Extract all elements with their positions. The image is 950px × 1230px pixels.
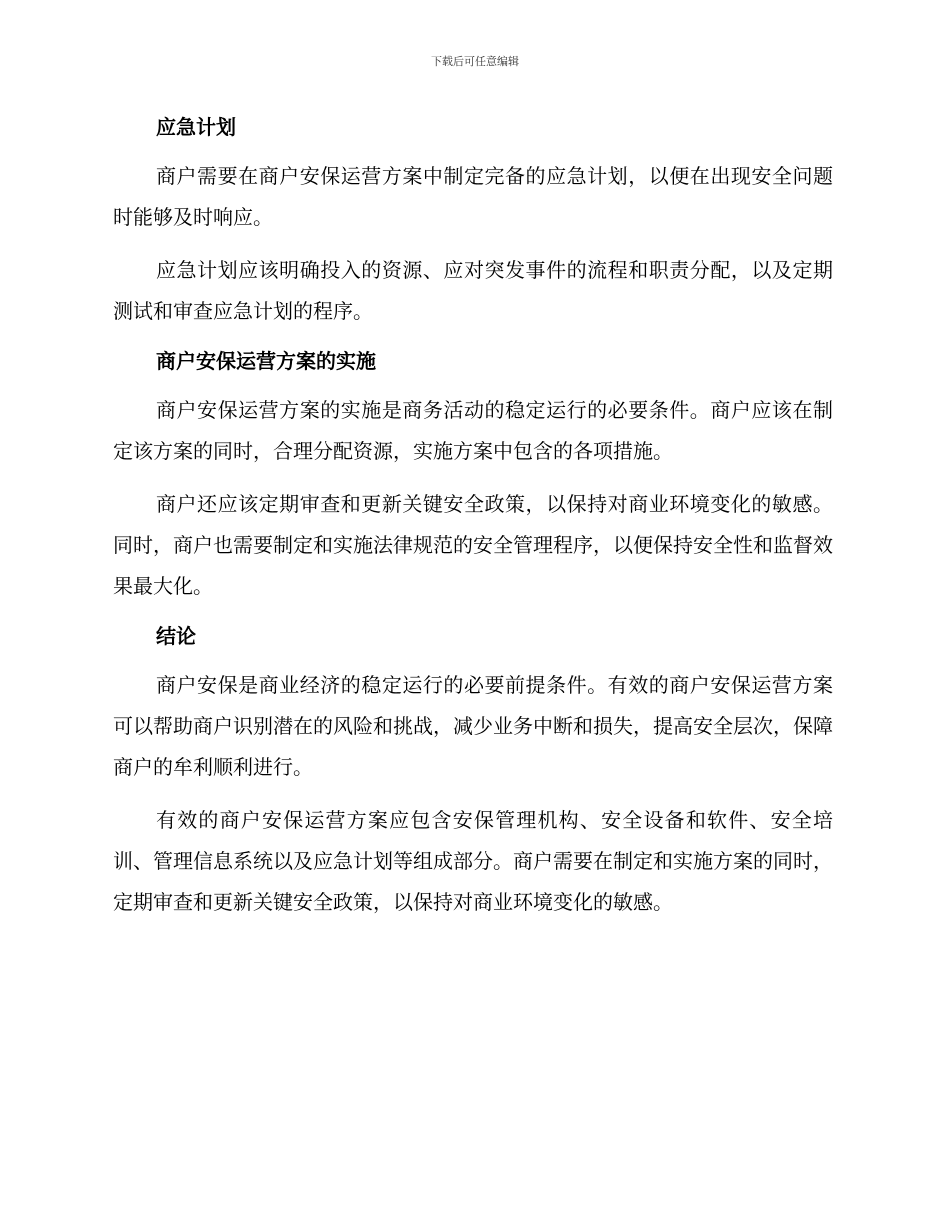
section-heading-implementation: 商户安保运营方案的实施 bbox=[156, 349, 376, 373]
paragraph: 有效的商户安保运营方案应包含安保管理机构、安全设备和软件、安全培训、管理信息系统以及应急计划等组成部分。商户需要在制定和实施方案的同时，定期审查和更新关键安全政策，以保持对商业环境变化的敏感。 bbox=[113, 808, 833, 914]
page-header: 下载后可任意编辑 bbox=[431, 55, 519, 68]
paragraph: 商户安保是商业经济的稳定运行的必要前提条件。有效的商户安保运营方案可以帮助商户识别潜在的风险和挑战，减少业务中断和损失，提高安全层次，保障商户的牟利顺利进行。 bbox=[113, 673, 833, 779]
section-heading-conclusion: 结论 bbox=[156, 624, 196, 648]
paragraph: 应急计划应该明确投入的资源、应对突发事件的流程和职责分配，以及定期测试和审查应急计划的程序。 bbox=[113, 258, 833, 323]
document-body bbox=[113, 110, 833, 935]
section-heading-emergency-plan: 应急计划 bbox=[156, 115, 236, 139]
paragraph: 商户还应该定期审查和更新关键安全政策，以保持对商业环境变化的敏感。同时，商户也需要制定和实施法律规范的安全管理程序，以便保持安全性和监督效果最大化。 bbox=[113, 492, 833, 598]
paragraph: 商户安保运营方案的实施是商务活动的稳定运行的必要条件。商户应该在制定该方案的同时，合理分配资源，实施方案中包含的各项措施。 bbox=[113, 398, 833, 463]
paragraph: 商户需要在商户安保运营方案中制定完备的应急计划，以便在出现安全问题时能够及时响应。 bbox=[113, 164, 833, 229]
